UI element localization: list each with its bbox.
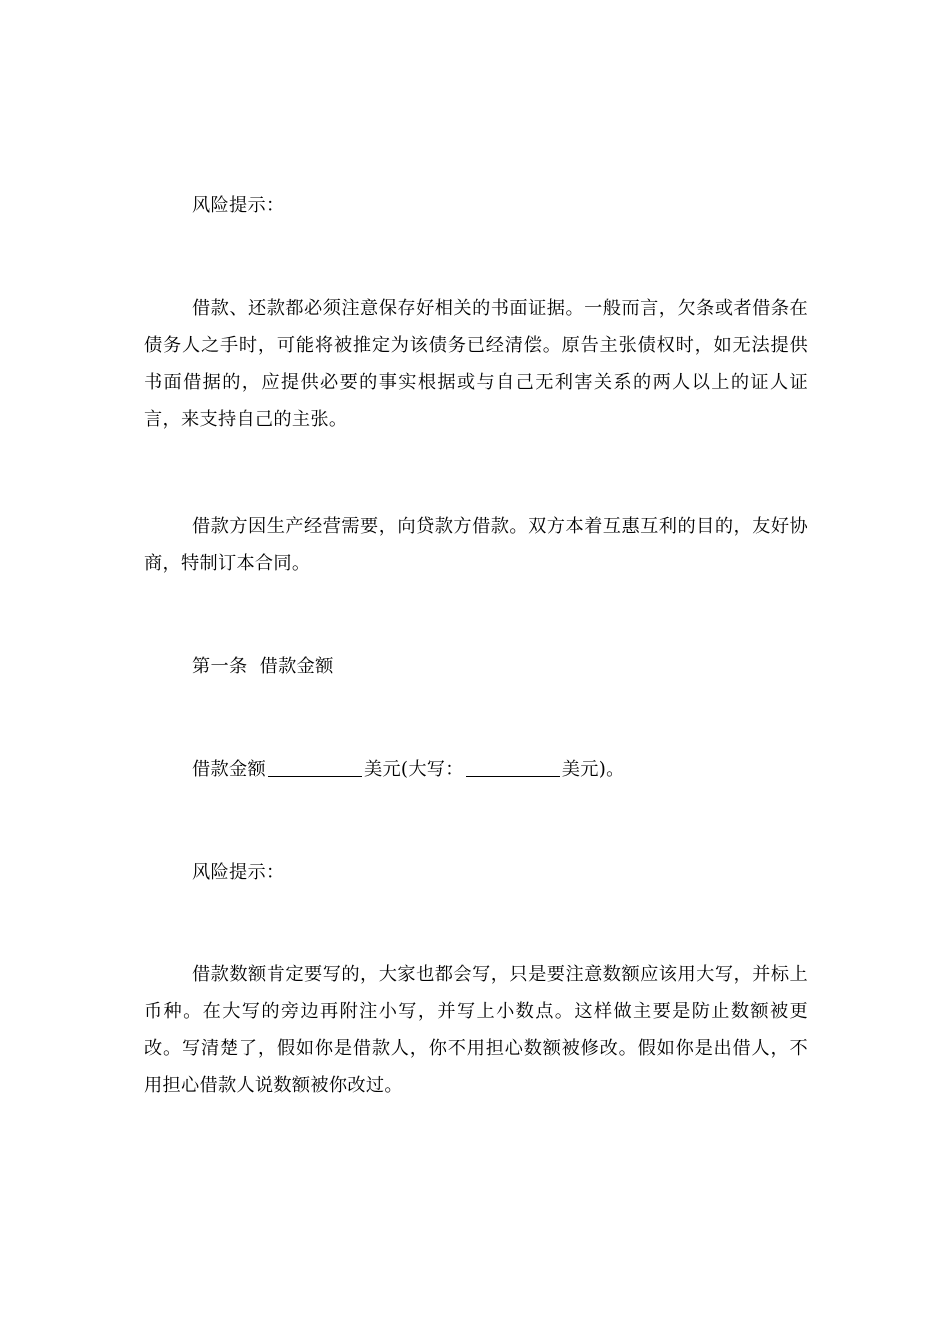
risk-tip-heading-1: 风险提示： <box>192 195 285 216</box>
loan-amount-line <box>144 751 808 788</box>
article-1-heading: 第一条 借款金额 <box>192 656 334 677</box>
usd-close-label: 美元)。 <box>561 759 625 780</box>
risk-tip-heading-2: 风险提示： <box>192 862 285 883</box>
risk-tip-body-2: 借款数额肯定要写的，大家也都会写，只是要注意数额应该用大写，并标上币种。在大写的旁边再附注小写，并写上小数点。这样做主要是防止数额被更改。写清楚了，假如你是借款人，你不用担心数额被修改。假如你是出借人，不用担心借款人说数额被你改过。 <box>144 964 808 1096</box>
usd-uppercase-label: 美元(大写： <box>363 759 464 780</box>
loan-amount-label: 借款金额 <box>192 759 266 780</box>
risk-tip-body-1: 借款、还款都必须注意保存好相关的书面证据。一般而言，欠条或者借条在债务人之手时，可能将被推定为该债务已经清偿。原告主张债权时，如无法提供书面借据的，应提供必要的事实根据或与自己无利害关系的两人以上的证人证言，来支持自己的主张。 <box>144 298 808 430</box>
uppercase-amount-blank-field[interactable] <box>466 758 560 777</box>
amount-blank-field[interactable] <box>268 758 362 777</box>
preamble-paragraph: 借款方因生产经营需要，向贷款方借款。双方本着互惠互利的目的，友好协商，特制订本合同。 <box>144 516 808 574</box>
